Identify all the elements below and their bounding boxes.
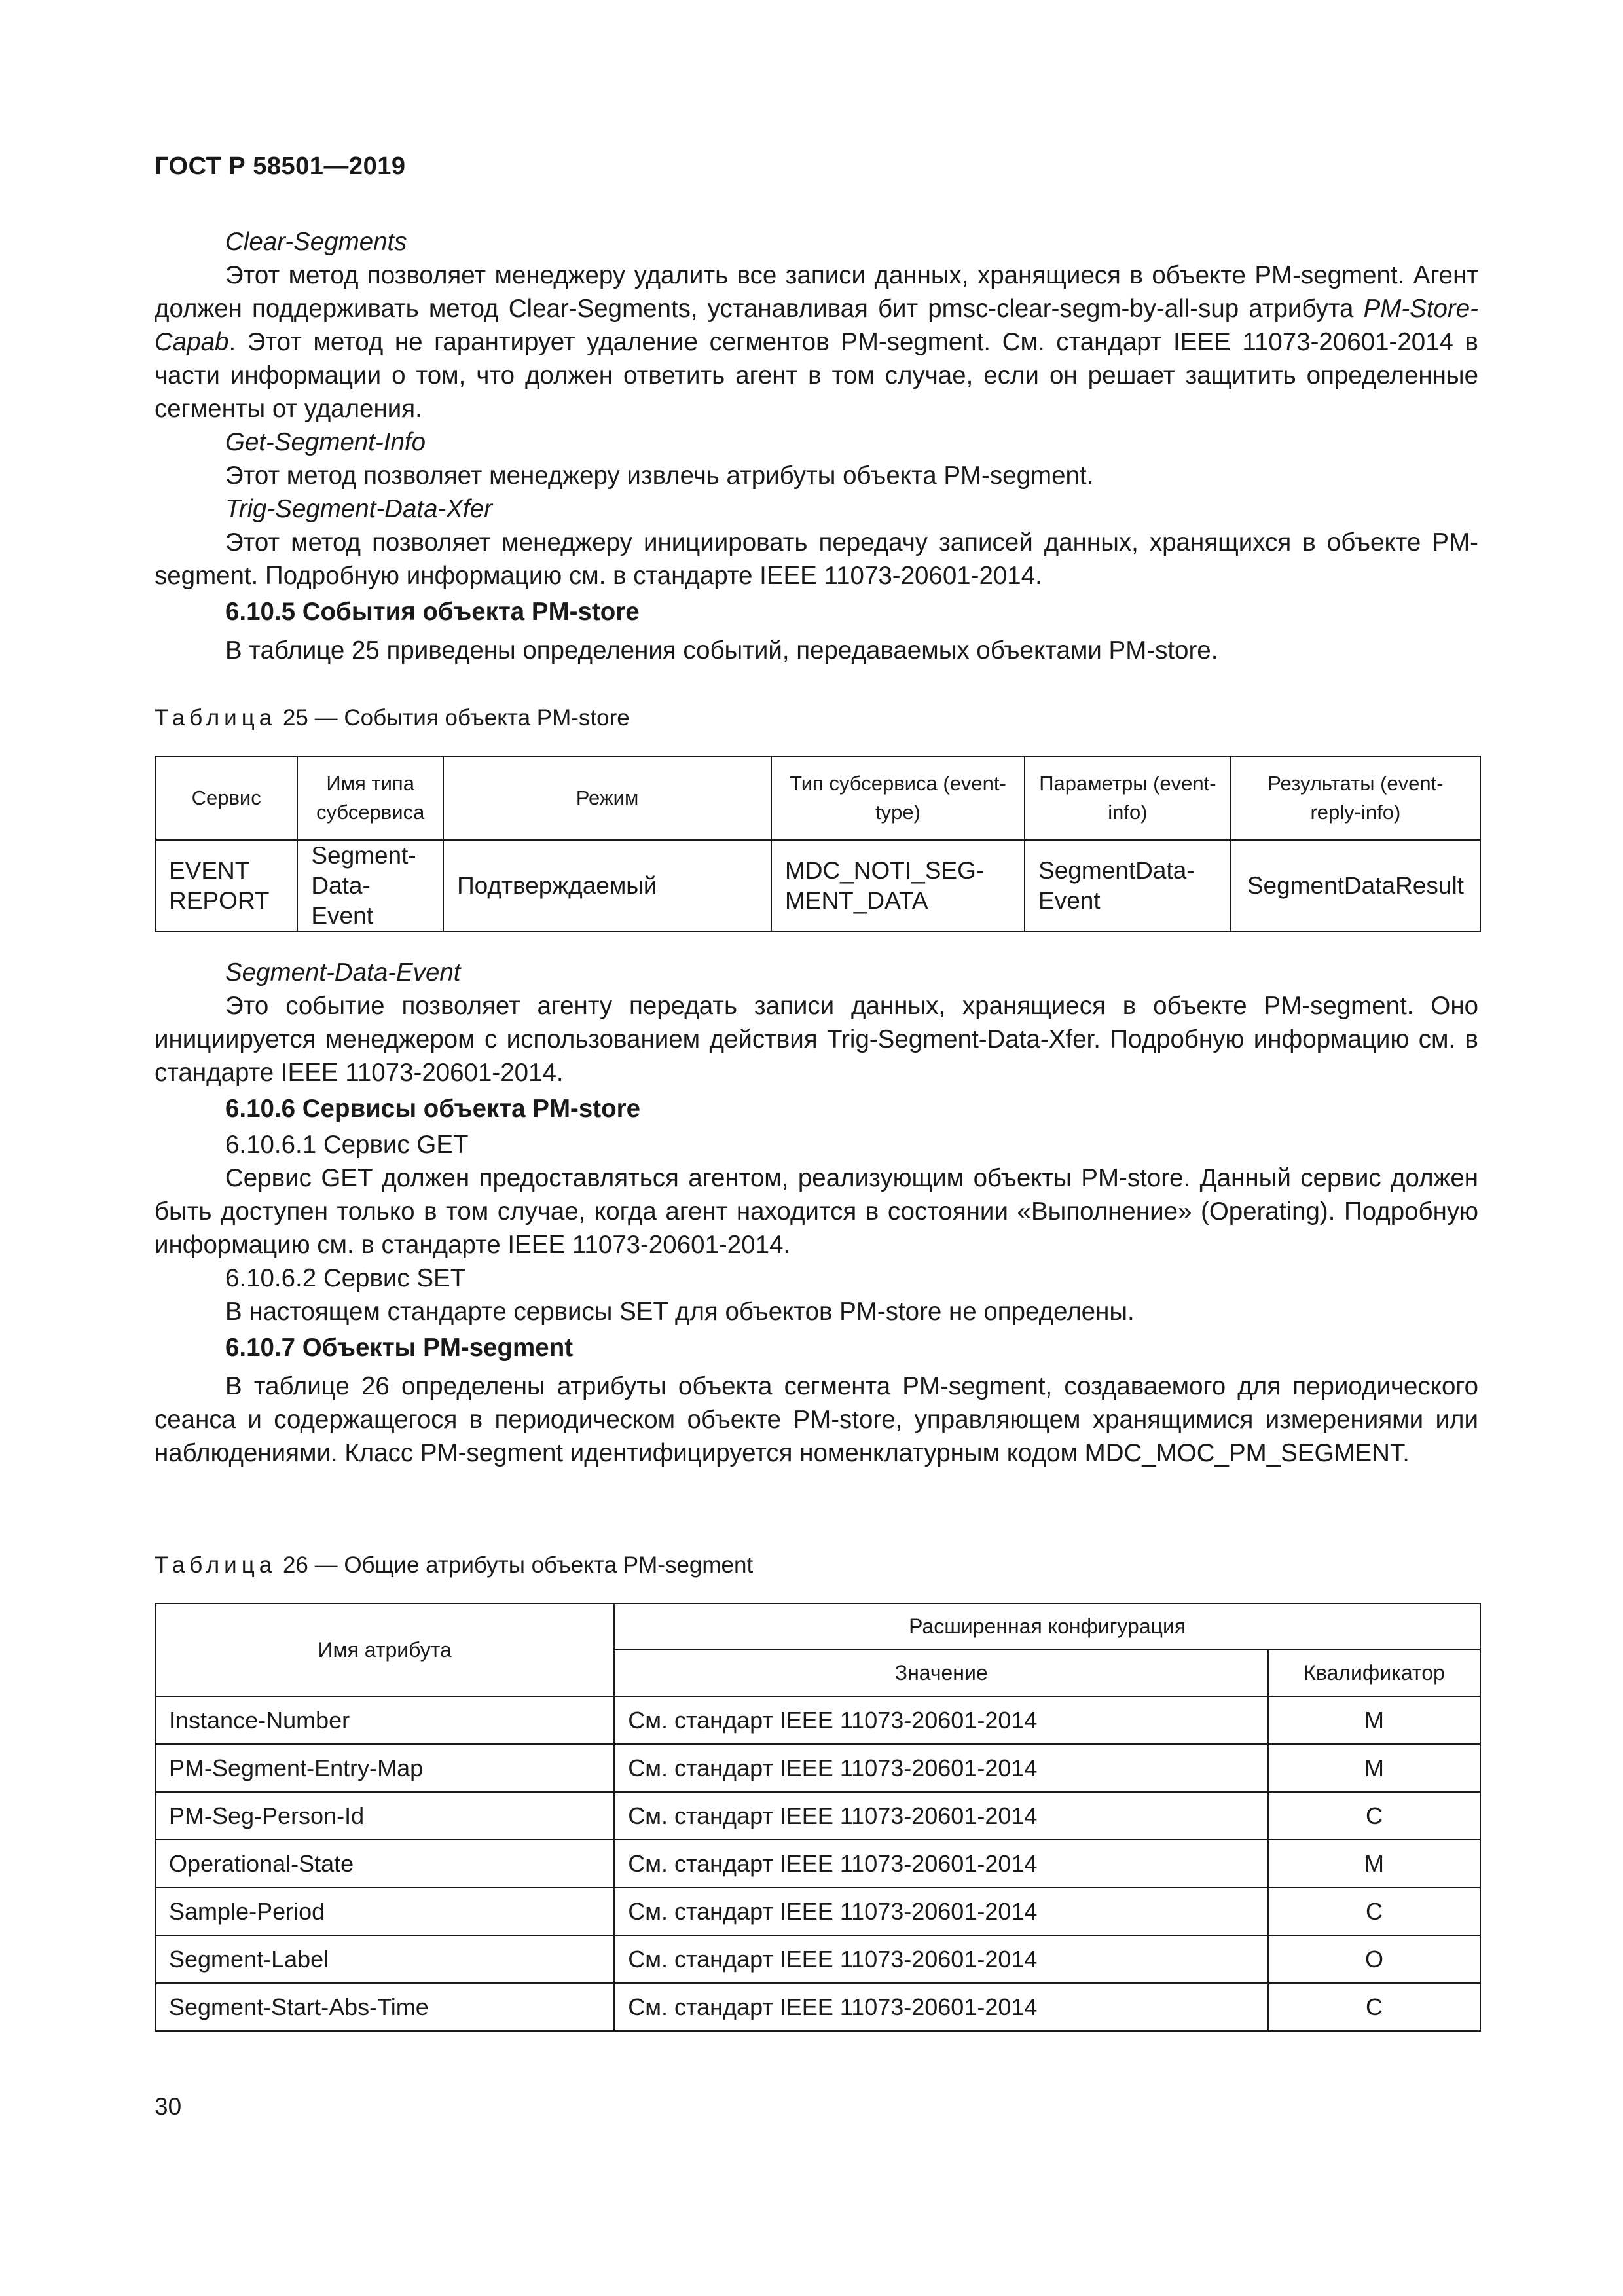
table-row bbox=[155, 1983, 1480, 2031]
cell-service: EVENT REPORT bbox=[155, 840, 297, 932]
page-number: 30 bbox=[155, 2093, 182, 2120]
cell-event-type: MDC_NOTI_SEG-MENT_DATA bbox=[771, 840, 1025, 932]
cell-attr: PM-Seg-Person-Id bbox=[155, 1792, 614, 1840]
cell-value: См. стандарт IEEE 11073-20601-2014 bbox=[614, 1983, 1268, 2031]
table-row bbox=[155, 1792, 1480, 1840]
heading-6-10-6-1: 6.10.6.1 Сервис GET bbox=[225, 1131, 469, 1159]
table-26 bbox=[155, 1603, 1481, 2032]
cell-subtype-name: Segment-Data-Event bbox=[297, 840, 443, 932]
table-row bbox=[155, 1696, 1480, 1744]
event-title-segment-data-event: Segment-Data-Event bbox=[225, 958, 461, 987]
cell-qualifier: C bbox=[1268, 1792, 1480, 1840]
cell-value: См. стандарт IEEE 11073-20601-2014 bbox=[614, 1935, 1268, 1983]
method-title-get-segment-info: Get-Segment-Info bbox=[225, 428, 426, 456]
cell-attr: Instance-Number bbox=[155, 1696, 614, 1744]
table-row bbox=[155, 1840, 1480, 1887]
cell-attr: Operational-State bbox=[155, 1840, 614, 1887]
method-text-trig-segment: Этот метод позволяет менеджеру инициировать передачу записей данных, хранящихся в объекте PM-segment. Подробную информацию см. в стандарте IEEE 11073-20601-2014. bbox=[155, 528, 1478, 590]
cell-value: См. стандарт IEEE 11073-20601-2014 bbox=[614, 1840, 1268, 1887]
table-25 bbox=[155, 756, 1481, 932]
method-title-trig-segment: Trig-Segment-Data-Xfer bbox=[225, 495, 492, 523]
cell-qualifier: C bbox=[1268, 1887, 1480, 1935]
text-set-service: В настоящем стандарте сервисы SET для объектов PM-store не определены. bbox=[225, 1298, 1135, 1326]
cell-qualifier: O bbox=[1268, 1935, 1480, 1983]
header-cell: Тип субсервиса (event-type) bbox=[771, 756, 1025, 840]
method-title-clear-segments: Clear-Segments bbox=[225, 228, 407, 256]
caption-rest: 26 — Общие атрибуты объекта PM-segment bbox=[276, 1552, 754, 1578]
intro-table-25: В таблице 25 приведены определения событий, передаваемых объектами PM-store. bbox=[225, 636, 1218, 665]
intro-table-26: В таблице 26 определены атрибуты объекта сегмента PM-segment, создаваемого для периодического сеанса и содержащегося в периодическом объекте PM-store, управляющем хранящимися измерениями или наблюдениями. Класс PM-segment идентифицируется номенклатурным кодом MDC_MOC_PM_SEGMENT. bbox=[155, 1372, 1478, 1467]
cell-attr: Sample-Period bbox=[155, 1887, 614, 1935]
header-cell: Результаты (event-reply-info) bbox=[1231, 756, 1480, 840]
method-text-get-segment-info: Этот метод позволяет менеджеру извлечь атрибуты объекта PM-segment. bbox=[225, 462, 1094, 490]
cell-qualifier: M bbox=[1268, 1696, 1480, 1744]
section-events-services bbox=[155, 956, 1478, 1470]
cell-attr: PM-Segment-Entry-Map bbox=[155, 1744, 614, 1792]
clear-text-part2: . Этот метод не гарантирует удаление сегментов PM-segment. См. стандарт IEEE 11073-20601-2014 в части информации о том, что должен ответить агент в том случае, если он решает защитить определенные сегменты от удаления. bbox=[155, 328, 1478, 423]
header-cell: Режим bbox=[443, 756, 771, 840]
header-cell: Параметры (event-info) bbox=[1025, 756, 1231, 840]
caption-word: Таблица bbox=[155, 705, 277, 731]
cell-attr: Segment-Start-Abs-Time bbox=[155, 1983, 614, 2031]
cell-event-info: SegmentData-Event bbox=[1025, 840, 1231, 932]
heading-6-10-6-2: 6.10.6.2 Сервис SET bbox=[225, 1264, 466, 1292]
table-row bbox=[155, 840, 1480, 932]
cell-value: См. стандарт IEEE 11073-20601-2014 bbox=[614, 1792, 1268, 1840]
table-row bbox=[155, 1744, 1480, 1792]
header-qualifier: Квалификатор bbox=[1268, 1650, 1480, 1696]
table-row bbox=[155, 1935, 1480, 1983]
cell-attr: Segment-Label bbox=[155, 1935, 614, 1983]
heading-6-10-5: 6.10.5 События объекта PM-store bbox=[225, 598, 640, 626]
header-cell: Имя типа субсервиса bbox=[297, 756, 443, 840]
document-id: ГОСТ Р 58501—2019 bbox=[155, 153, 406, 180]
cell-qualifier: M bbox=[1268, 1840, 1480, 1887]
clear-text-part1: Этот метод позволяет менеджеру удалить все записи данных, хранящиеся в объекте PM-segment. Агент должен поддерживать метод Clear-Segments, устанавливая бит pmsc-clear-segm-by-all-sup атрибута bbox=[155, 261, 1478, 323]
table-25-header bbox=[155, 756, 1480, 840]
table-26-header-row1 bbox=[155, 1603, 1480, 1650]
header-extended-config: Расширенная конфигурация bbox=[614, 1603, 1480, 1650]
cell-value: См. стандарт IEEE 11073-20601-2014 bbox=[614, 1744, 1268, 1792]
table-row bbox=[155, 1887, 1480, 1935]
caption-word: Таблица bbox=[155, 1552, 277, 1578]
event-text-segment-data-event: Это событие позволяет агенту передать записи данных, хранящиеся в объекте PM-segment. Оно инициируется менеджером с использованием действия Trig-Segment-Data-Xfer. Подробную информацию см. в стандарте IEEE 11073-20601-2014. bbox=[155, 992, 1478, 1087]
method-text-clear-segments bbox=[155, 259, 1478, 426]
header-cell: Сервис bbox=[155, 756, 297, 840]
table-26-caption bbox=[155, 1552, 753, 1578]
section-methods bbox=[155, 225, 1478, 667]
caption-rest: 25 — События объекта PM-store bbox=[276, 705, 630, 731]
cell-value: См. стандарт IEEE 11073-20601-2014 bbox=[614, 1696, 1268, 1744]
cell-qualifier: C bbox=[1268, 1983, 1480, 2031]
clear-attr: PM-Store-Capab bbox=[155, 295, 1478, 356]
text-get-service: Сервис GET должен предоставляться агентом, реализующим объекты PM-store. Данный сервис должен быть доступен только в том случае, когда агент находится в состоянии «Выполнение» (Operating). Подробную информацию см. в стандарте IEEE 11073-20601-2014. bbox=[155, 1164, 1478, 1259]
cell-value: См. стандарт IEEE 11073-20601-2014 bbox=[614, 1887, 1268, 1935]
cell-qualifier: M bbox=[1268, 1744, 1480, 1792]
header-value: Значение bbox=[614, 1650, 1268, 1696]
cell-event-reply-info: SegmentDataResult bbox=[1231, 840, 1480, 932]
header-attr-name: Имя атрибута bbox=[155, 1603, 614, 1696]
cell-mode: Подтверждаемый bbox=[443, 840, 771, 932]
table-25-caption bbox=[155, 705, 630, 731]
heading-6-10-6: 6.10.6 Сервисы объекта PM-store bbox=[225, 1095, 641, 1123]
heading-6-10-7: 6.10.7 Объекты PM-segment bbox=[225, 1334, 574, 1362]
